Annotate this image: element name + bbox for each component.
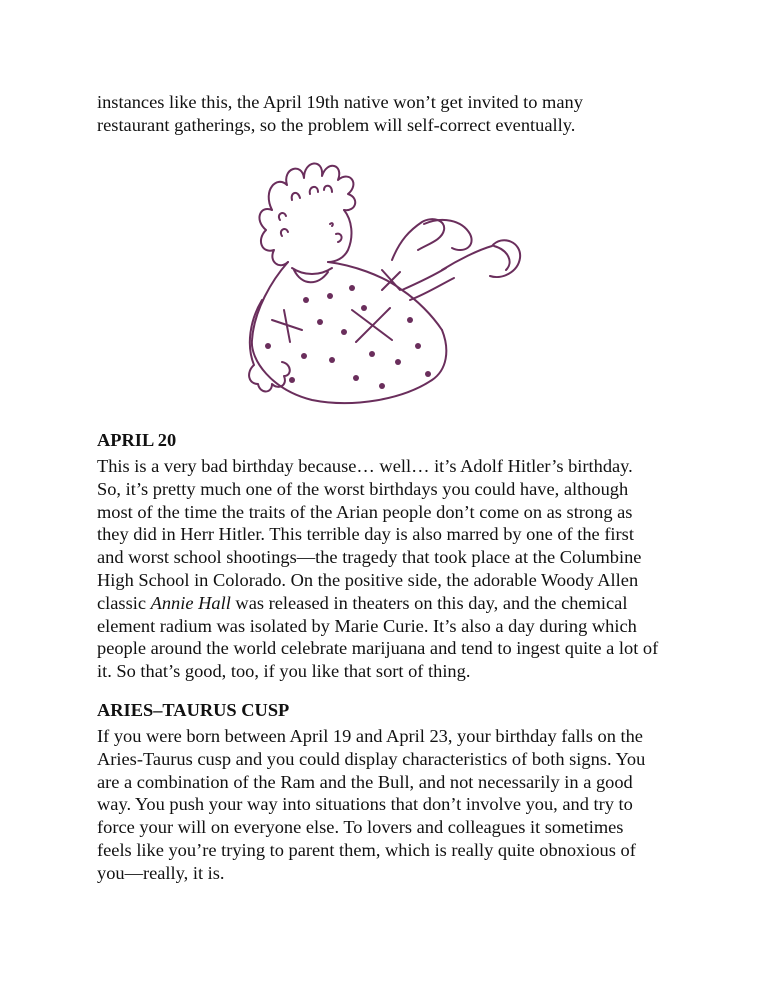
text-line: restaurant gatherings, so the problem will self-correct eventually. <box>97 114 576 135</box>
text-line: and worst school shootings—the tragedy that took place at the Columbine <box>97 547 642 568</box>
text-line: are a combination of the Ram and the Bull, and not necessarily in a good <box>97 771 633 792</box>
film-title: Annie Hall <box>150 592 231 613</box>
text-line: they did in Herr Hitler. This terrible day is also marred by one of the first <box>97 524 634 545</box>
text-line: instances like this, the April 19th native won’t get invited to many <box>97 92 583 112</box>
text-line: way. You push your way into situations that don’t involve you, and try to <box>97 794 633 815</box>
text-fragment: was released in theaters on this day, and the chemical <box>230 592 628 613</box>
section-heading-april-20: APRIL 20 <box>97 430 177 450</box>
text-line: So, it’s pretty much one of the worst birthdays you could have, although <box>97 478 629 499</box>
text-fragment: classic <box>97 592 151 613</box>
text-line: This is a very bad birthday because… well… it’s Adolf Hitler’s birthday. <box>97 456 633 476</box>
text-line: force your will on everyone else. To lovers and colleagues it sometimes <box>97 817 624 838</box>
tumbling-baby-drawing-icon <box>232 150 542 412</box>
text-line: Aries-Taurus cusp and you could display characteristics of both signs. You <box>97 748 646 769</box>
text-line: High School in Colorado. On the positive side, the adorable Woody Allen <box>97 569 639 590</box>
text-line: element radium was isolated by Marie Curie. It’s also a day during which <box>97 615 637 636</box>
cusp-paragraph <box>97 725 697 885</box>
intro-paragraph <box>97 91 697 137</box>
section-heading-aries-taurus-cusp: ARIES–TAURUS CUSP <box>97 700 290 720</box>
text-line: most of the time the traits of the Arian people don’t come on as strong as <box>97 501 633 522</box>
text-line: people around the world celebrate marijuana and tend to ingest quite a lot of <box>97 638 659 659</box>
text-line: you—really, it is. <box>97 862 225 883</box>
text-line: feels like you’re trying to parent them, which is really quite obnoxious of <box>97 839 636 860</box>
text-line: If you were born between April 19 and April 23, your birthday falls on the <box>97 726 643 746</box>
april-20-paragraph <box>97 455 697 683</box>
text-line <box>97 592 697 615</box>
text-line: it. So that’s good, too, if you like that sort of thing. <box>97 661 471 682</box>
